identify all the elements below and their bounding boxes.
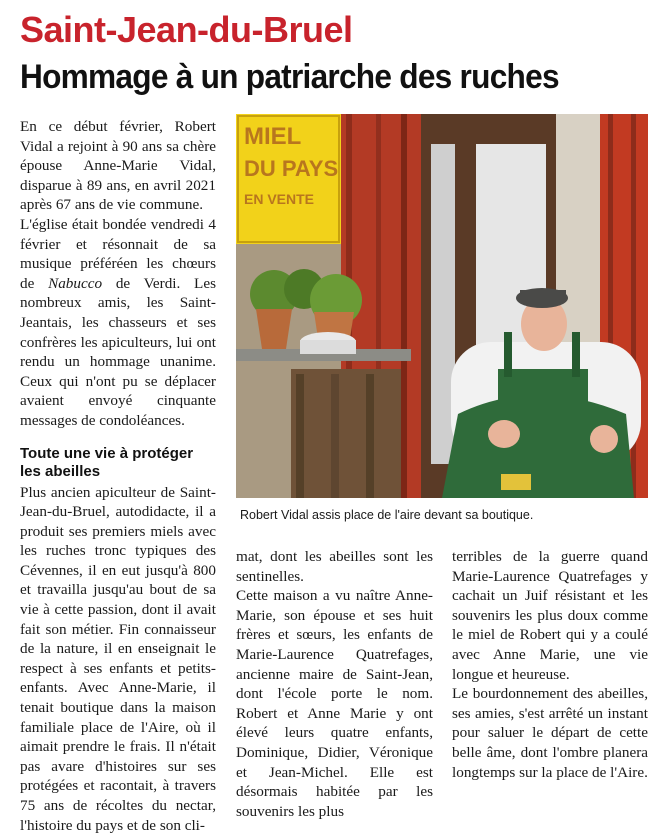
section-subheading: Toute une vie à protéger les abeilles — [20, 445, 216, 481]
paragraph: Le bourdonnement des abeilles, ses amies, s'est arrêté un instant pour saluer le départ de cette belle âme, dont l'ombre planera longtemps sur la place de l'Aire. — [452, 684, 648, 782]
section-kicker: Saint-Jean-du-Bruel — [20, 8, 353, 52]
sign-line-1: MIEL — [244, 123, 301, 150]
column-2 — [236, 547, 433, 821]
column-3 — [452, 547, 648, 782]
paragraph: Cette maison a vu naître Anne-Marie, son épouse et ses huit frères et sœurs, les enfants de Marie-Laurence Quatrefages, ancienne maire de Saint-Jean, dont l'école porte le nom. Robert et Anne Marie y ont élevé leurs quatre enfants, Dominique, Didier, Véronique et Jean-Michel. Elle est désormais habitée par les souvenirs les plus — [236, 586, 433, 821]
paragraph — [20, 215, 216, 431]
sign-line-3: EN VENTE — [244, 191, 314, 207]
column-1 — [20, 117, 216, 835]
work-title: Nabucco — [48, 275, 102, 292]
sign-line-2: DU PAYS — [244, 156, 338, 181]
paragraph: mat, dont les abeilles sont les sentinelles. — [236, 547, 433, 586]
article-headline: Hommage à un patriarche des ruches — [20, 55, 559, 99]
text-run: de Verdi. Les nombreux amis, les Saint-Jeantais, les chasseurs et ses confrères les apiculteurs, lui ont rendu un hommage unanime. Ceux qui n'ont pu se déplacer avaient envoyé cinquante messages de condoléances. — [20, 275, 216, 429]
paragraph: En ce début février, Robert Vidal a rejoint à 90 ans sa chère épouse Anne-Marie Vidal, disparue à 89 ans, en avril 2021 après 67 ans de vie commune. — [20, 117, 216, 215]
text-run: L'église était bondée vendredi 4 février et résonnait de sa musique préféréen les chœurs de — [20, 216, 216, 292]
paragraph: terribles de la guerre quand Marie-Laurence Quatrefages y cachait un Juif résistant et les souvenirs les plus doux comme le miel de Robert qui y a coulé avec Anne Marie, une vie longue et heureuse. — [452, 547, 648, 684]
photo-caption: Robert Vidal assis place de l'aire devant sa boutique. — [240, 508, 648, 522]
paragraph: Plus ancien apiculteur de Saint-Jean-du-Bruel, autodidacte, il a produit ses premiers miels avec les ruches tronc typiques des Cévennes, il en eut jusqu'à 800 et travailla jusqu'au bout de sa vie à cette passion, dont il avait fait son métier. Fin connaisseur de la nature, il en enseignait le respect à ses enfants et petits-enfants. Avec Anne-Marie, il tenait boutique dans la maison familiale place de l'Aire, où il aimait prendre le frais. Il n'était pas avare d'histoires sur ses protégées et racontait, à travers 75 ans de récoltes du nectar, l'histoire du pays et de son cli- — [20, 483, 216, 835]
article-photo — [236, 114, 648, 498]
